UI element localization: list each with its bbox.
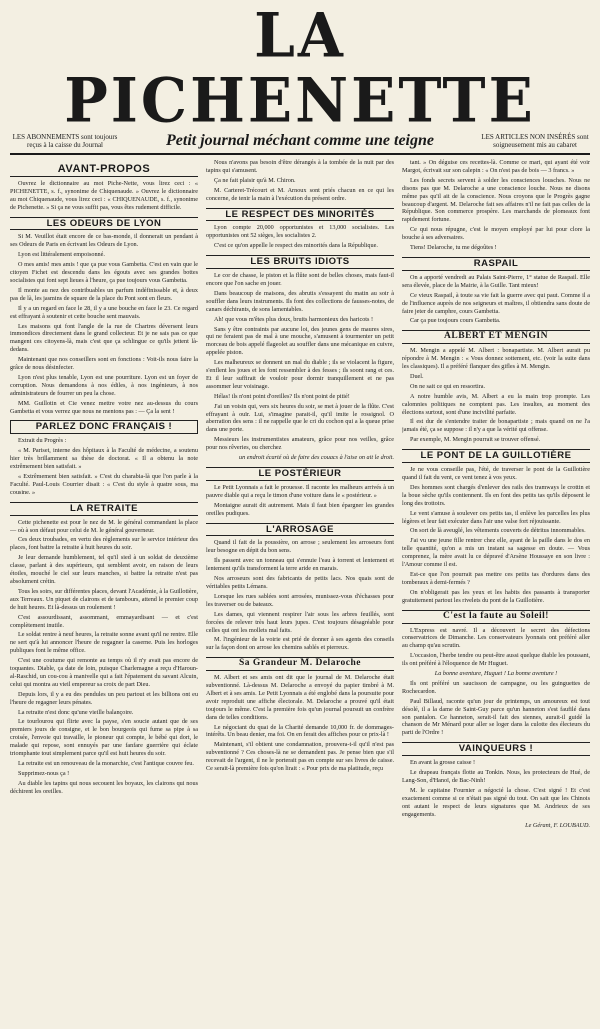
paragraph: Il y a un regard en face le 28, il y a une bouche en face le 23. Ce regard est effrayant à soutenir et cette bouche sent mauvais. bbox=[10, 304, 198, 320]
heading-avant-propos: AVANT-PROPOS bbox=[10, 164, 198, 177]
paragraph: Lyon est littéralement empoisonné. bbox=[18, 251, 105, 259]
paragraph: MM. Guillotin et Cie venez mettre votre nez au-dessus du cours Gambetta et vous verrez que nous ne mentons pas : — Ça la sent ! bbox=[10, 399, 198, 415]
heading-le-posterieur: LE POSTÉRIEUR bbox=[206, 467, 394, 481]
paragraph: J'ai un voisin qui, vers six heures du soir, se met à jouer de la flûte. C'est effrayant à ouïr. Lui, s'imagine parait-il, qu'il imite le rossignol. O aberration des sens : il ne rappelle que le cri du cochon qui a la queue prise dans une porte. bbox=[206, 402, 394, 434]
paragraph: Depuis lors, il y a eu des pendules un peu partout et les billions ont eu l'heure de regagner leurs pénates. bbox=[10, 690, 198, 706]
paragraph: Nos arroseurs sont des fabricants de petits lacs. Nos quais sont de véritables petits Lémans. bbox=[206, 575, 394, 590]
heading-arrosage: L'ARROSAGE bbox=[206, 523, 394, 537]
paragraph: La retraite n'est donc qu'une vieille balançoire. bbox=[18, 708, 134, 716]
paragraph: Les malheureux se donnent un mal du diable ; ils se violacent la figure, s'enflent les joues et les font ressembler à des fesses ; ils soont rang et ces. Et il leur suffirait de vouloir pour dormir tranquillement et ne pas assommer leur voisinage. bbox=[206, 359, 394, 390]
masthead bbox=[10, 0, 590, 155]
paragraph: Les maisons qui font l'angle de la rue de Chartres déversent leurs immondices directement dans le grand collecteur. Et je ne sais pas ce que mangent ces citoyens-là, mais c'est que ça schlingue ce qu'ils jettent là-dedans. bbox=[10, 322, 198, 354]
paragraph: Au diable les tapins qui nous secouent les boyaux, les clairons qui nous déchirent les oreilles. bbox=[10, 779, 198, 795]
heading-delaroche: Sa Grandeur M. Delaroche bbox=[206, 657, 394, 671]
paragraph: Ouvrez le dictionnaire au mot Piche-Nette, vous lirez ceci : « PICHENETTE, s. f., synonime de Chiquenaude. » Ouvrez le dictionnaire au mot Chiquenaude, vous lirez ceci : « CHIQUENAUDE, s. f., synonime de Pichenette. » Si ça ne vous suffit pas, vous êtes rudement difficile. bbox=[10, 179, 198, 211]
paragraph: Je leur demande humblement, tel qu'il sied à un soldat de deuxième classe, parlant à des supérieurs, qui semblent avoir, en raison de leurs étoiles, mouché le ciel sur leurs manches, si battre la retraite n'est pas absolument crétin. bbox=[10, 554, 198, 585]
paragraph: Cette pichenette est pour le nez de M. le général commandant la place — où à son défaut pour celui de M. le général gouverneur. bbox=[10, 518, 198, 534]
paragraph: Le cor de chasse, le piston et la flûte sont de belles choses, mais faut-il encore que l'on sache en jouer. bbox=[206, 272, 394, 287]
paragraph: Je ne vous conseille pas, l'été, de traverser le pont de la Guillotière quand il fait du vent, ce vent tenez à vos yeux. bbox=[402, 466, 590, 481]
heading-albert-et-mengin: ALBERT ET MENGIN bbox=[402, 330, 590, 344]
paragraph: M. l'ingénieur de la voirie est prié de donner à ses agents des conseils sur la façon dont on arrose les chemins sablés et pierreux. bbox=[206, 636, 394, 652]
heading-la-retraite: LA RETRAITE bbox=[10, 502, 198, 516]
paragraph: Des hommes sont chargés d'enlever des rails des tramways le crottin et la boue sèche qu'ils contiennent. Ils en font des petits tas qu'ils déposent le long des trottoirs. bbox=[402, 483, 590, 507]
paragraph: L'Express est navré. Il a découvert le secret des défections conservatrices de Dimanche. Les conservateurs lyonnais ont préféré aller au champ qu'au scrutin. bbox=[402, 626, 590, 650]
paragraph: On n'obligerait pas les yeux et les habits des passants à transporter gratuitement partout les rivelets du pont de la Guillotière. bbox=[402, 588, 590, 604]
paragraph: Sans y être contraints par aucune loi, des jeunes gens de maures sires, qui ne feraient pas de mal à une mouche, s'amusent à tourmenter un petit morceau de bois appelé flageolet au souffler dans une mécanique en cuivre, appelée piston. bbox=[206, 325, 394, 357]
newspaper-title: LA PICHENETTE bbox=[64, 0, 536, 137]
gerant-signature: Le Gérant, F. LOUBAUD. bbox=[525, 821, 590, 829]
paragraph: Lyon compte 20,000 opportunistes et 13,000 socialistes. Les opportunistes ont 52 sièges, les socialistes 2. bbox=[206, 224, 394, 240]
paragraph: En avant la grosse caisse ! bbox=[410, 759, 476, 767]
paragraph: Est-ce que l'on pourrait pas mettre ces petits tas d'ordures dans des tomberaux à demi-fermés ? bbox=[402, 570, 590, 586]
paragraph: Quand il fait de la poussière, on arrose ; seulement les arroseurs font leur besogne en dépit du bon sens. bbox=[206, 539, 394, 555]
paragraph: O mes amis! mes amis ! que ça pue vous Gambetta. C'est en vain que le citoyen Fichet est descendu dans les égouts avec ses grandes bottes socialistes qui font sept lieues à l'heure, ça pue toujours vous Gambetta. bbox=[10, 261, 198, 284]
paragraph: L'occasion, l'herbe tendre ou peut-être aussi quelque diable les poussant, ils ont préféré à l'éloquence de Mr Huguet. bbox=[402, 652, 590, 668]
paragraph: C'est assourdissant, assommant, emmayardisant — et c'est complètement inutile. bbox=[10, 613, 198, 629]
paragraph: Ah! que vous m'êtes plus doux, bruits harmonieux des haricots ! bbox=[214, 315, 374, 323]
paragraph: Ils passent avec un tonneau qui s'ennuie l'eau à torrent et lentement et lentement qu'ils transforment la terre aride en marais. bbox=[206, 557, 394, 573]
paragraph: A notre humble avis, M. Albert a eu la main trop prompte. Les calomnies politiques ne comptent pas. Les insultes, au moment des élections surtout, sont d'une incivilité parfaite. bbox=[402, 392, 590, 416]
paragraph: Le négociant du quai de la Charité demande 10,000 fr. de dommages-intérêts. Un beau denier, ma foi. On en ferait des affiches pour ce prix-là ! bbox=[206, 723, 394, 739]
paragraph: Messieurs les instrumentistes amateurs, grâce pour nos veilles, grâce pour nos rêveries, ou cherchez bbox=[206, 436, 394, 452]
verse: un endroit écarté où de faire des couacs à l'aise on ait le droit. bbox=[239, 454, 394, 462]
paragraph: M. Carteret-Trécourt et M. Arnoux sont priés chacun en ce qui les concerne, de tenir la main à l'exécution du présent ordre. bbox=[206, 186, 394, 202]
paragraph: Le Petit Lyonnais a fait le prouesse. Il raconte les malheurs arrivés à un pauvre diable qui a reçu le timon d'une voiture dans le « postérieur. » bbox=[206, 483, 394, 499]
paragraph: Tous les soirs, sur différentes places, devant l'Académie, à la Guillotière, aux Terreaux. Un piquet de clairons et de tambours, attend le premier coup de huit heures. Et là-dessus un roulement ! bbox=[10, 587, 198, 611]
paragraph: M. le capitaine Fournier a négocié la chose. C'est signé ! Et c'est exactement comme si ce n'était pas signé du tout. On sait que les Chinois ont autant le respect de leurs signatures que M. Andrieux de ses engagements. bbox=[402, 786, 590, 818]
paragraph: Tiens! Delaroche, tu me dégoûtes ! bbox=[410, 244, 497, 252]
paragraph: Il monte au nez des contribuables un parfum indéfinissable et, à deux pas de là, les jasmins de square de la place du Pont sont en fleurs. bbox=[10, 286, 198, 302]
paragraph: Lyon n'est plus tenable, Lyon est une pourriture. Lyon est un foyer de corruption. Nous demandons à nos édiles, à nos ingénieurs, à nos administrateurs de fourrer un peu la chose. bbox=[10, 373, 198, 397]
tagline: Petit journal méchant comme une teigne bbox=[166, 132, 434, 149]
paragraph: On a apporté vendredi au Palais Saint-Pierre, 1° statue de Raspail. Elle sera élevée, place de la Mairie, à la Guille. Tant mieux! bbox=[402, 273, 590, 289]
paragraph: Ces deux troubades, en vertu des règlements sur le service intérieur des places, font battre la retraite à huit heures du soir. bbox=[10, 536, 198, 552]
paragraph: Ils ont préféré un saucisson de campagne, ou les guinguettes de Rochecardon. bbox=[402, 679, 590, 695]
heading-odeurs-de-lyon: LES ODEURS DE LYON bbox=[10, 217, 198, 231]
paragraph: Si M. Veuillot était encore de ce bas-monde, il donnerait un pendant à ses Odeurs de Paris en écrivant les Odeurs de Lyon. bbox=[10, 233, 198, 249]
heading-respect-des-minorites: LE RESPECT DES MINORITÉS bbox=[206, 208, 394, 222]
column-1 bbox=[10, 159, 198, 1029]
paragraph: Montaigne aurait dit autrement. Mais il faut bien épargner les grandes oreilles pudiques. bbox=[206, 501, 394, 517]
paragraph: Il est dur de s'entendre traiter de bonapartiste ; mais quand on ne l'a jamais été, ça se suppose : il n'y a que la vérité qui offense. bbox=[402, 418, 590, 434]
heading-vainqueurs: VAINQUEURS ! bbox=[402, 742, 590, 756]
paragraph: Les dames, qui viennent respirer l'air sous les arbres feuillés, sont forcées de relever très haut leurs jupes. C'est toujours désagréable pour celles qui ont les mollets mal faits. bbox=[206, 610, 394, 634]
paragraph: M. Mengin a appelé M. Albert : bonapartiste. M. Albert aurait pu répondre à M. Mengin : « Vous donnez sottement, etc. (voir la suite dans les classiques). Il a préféré flanquer des gifles à M. Mengin. bbox=[402, 347, 590, 371]
paragraph: Le drapeau français flotte au Tonkin. Nous, les protecteurs de Hué, de Lang-Son, d'Hanoï, de Bac-Ninh! bbox=[402, 769, 590, 784]
paragraph: Lorsque les rues sablées sont arrosées, munissez-vous d'échasses pour les traverser ou de bateaux. bbox=[206, 592, 394, 608]
song-refrain: La bonne aventure, Huguet ! La bonne aventure ! bbox=[434, 670, 558, 678]
paragraph: Duel. bbox=[410, 372, 424, 380]
articles-note: LES ARTICLES NON INSÉRÉS sont soigneusement mis au cabaret bbox=[481, 132, 589, 149]
heading-raspail: RASPAIL bbox=[402, 257, 590, 271]
paragraph: Par exemple, M. Mengin pourrait se trouver offensé. bbox=[410, 436, 541, 444]
paragraph: On sort de là aveuglé, les vêtements couverts de détritus innommables. bbox=[410, 527, 586, 535]
paragraph: La retraite est un renouveau de la monarchie, c'est l'antique couvre feu. bbox=[18, 760, 194, 767]
paragraph: Dans beaucoup de maisons, des abrutis s'essayent du matin au soir à souffler dans leurs instruments. Ils font des collections de fausses-notes, de canars déchirants, de sons lamentables. bbox=[206, 289, 394, 313]
paragraph: Ce vieux Raspail, à toute sa vie fait la guerre avec qui paut. Comme il a de l'influence auprès de nos seigneurs et maîtres, il obtiendra sans doute de faire jeter de camphre, cours Gambetta. bbox=[402, 291, 590, 315]
paragraph: Paul Billaud, raconte qu'un jour de printemps, un amoureux est tout désolé, il a la dame de Saint-Guy parce qu'un hanneton s'est faufilé dans son pantalon. Ce hanneton, serait-il fait des siennes, aurait-il guidé la chanson de Mr Ménard pour aller se loger dans la culotte des électeurs du parti de l'Ordre ! bbox=[402, 697, 590, 737]
paragraph: « M. Pariset, interne des hôpitaux à la Faculté de médecine, a soutenu hier très brillamment sa thèse de doctorat. « Il a obtenu la note extrêmement bien satisfait. » bbox=[10, 447, 198, 471]
paragraph: Ça ne fait plaisir qu'à M. Chiron. bbox=[214, 176, 296, 184]
paragraph: C'est une coutume qui remonte au temps où il n'y avait pas encore de toquantes. Diable, ça date de loin, puisque Charlemagne a reçu d'Haroun-al-Raschid, un cou-cou à manivelle qui a fait l'épatement du savant Alcuin, celui qui montra au vieil empereur sa croix de part Dieu. bbox=[10, 657, 198, 688]
paragraph: J'ai vu une jeune fille rentrer chez elle, ayant de la paille dans le dos en telle quantité, qu'on a mis un instant sa sagesse en doute. — Vous comprenez, la mère avait lu ce dépravé d'Arsène Houssaye en son livre : l'Amour comme il est. bbox=[402, 537, 590, 569]
paragraph: Le soldat rentre à neuf heures, la retraite sonne avant qu'il ne rentre. Elle ne sert qu'à lui annoncer l'heure de regagner la caserne. Puis les horloges publiques font le même office. bbox=[10, 631, 198, 655]
paragraph: Les fonds secrets servent à solder les consciences lousches. Nous ne disons pas que M. Delaroche a une conscience louche. Nous ne disons même pas qu'il ait de la conscience. Nous croyons que le Progrès gagne beaucoup d'argent. M. Delaroche fait ses affaires n'il ne fait pas celles de la République. Son commerce prospère. Les marchands de plomeaux font rapidement fortune. bbox=[402, 176, 590, 224]
column-2 bbox=[206, 159, 394, 1029]
paragraph: tant. » On déguise ces recettes-là. Comme ce mari, qui ayant été voir Margot, écrivait sur son calepin : « On n'est pas de bois — 3 francs. » bbox=[402, 159, 590, 174]
heading-pont-de-la-guillotiere: LE PONT DE LA GUILLOTIÈRE bbox=[402, 449, 590, 463]
heading-bruits-idiots: LES BRUITS IDIOTS bbox=[206, 255, 394, 269]
heading-faute-au-soleil: C'est la faute au Soleil! bbox=[402, 610, 590, 624]
paragraph: Ce qui nous répugne, c'est le moyen employé par lui pour clore la bouche à ses adversaires. bbox=[402, 226, 590, 242]
paragraph: « Extrêmement bien satisfait. » C'est du charabia-là que l'on parle à la Faculté. Paul-Louis Courrier disait : « C'est du style à quatre sous, ma cousine. » bbox=[10, 473, 198, 496]
paragraph: On ne sait ce qui en ressortira. bbox=[410, 382, 486, 390]
paragraph: Car ça pue toujours cours Gambetta. bbox=[410, 317, 501, 325]
paragraph: Nous n'avons pas besoin d'être dérangés à la tombée de la nuit par des tapins qui s'amusent. bbox=[206, 159, 394, 174]
paragraph: Le tourlourou qui flirte avec la payse, s'en soucie autant que de ses premiers jours de consigne, et le bon bourgeois qui fume sa pipe à sa croisée, l'envoie qui travaille, le pioneur qui compte, le bébé qui dort, le malade qui repose, sont ennuyés par une fanfare guerrière qui éclate triomphante tout simplement parce qu'il est huit heures du soir. bbox=[10, 718, 198, 758]
article-columns bbox=[10, 159, 590, 1029]
heading-parlez-donc-francais: PARLEZ DONC FRANÇAIS ! bbox=[10, 420, 198, 434]
subscription-note: LES ABONNEMENTS sont toujours reçus à la caisse du Journal bbox=[12, 132, 118, 149]
paragraph: C'est ce qu'on appelle le respect des minorités dans la République. bbox=[214, 242, 378, 250]
paragraph: Le vent s'amuse à soulever ces petits tas, il enlève les parcelles les plus légères et leur fait exécuter dans l'air une valse fort réjouissante. bbox=[402, 509, 590, 525]
paragraph: M. Albert et ses amis ont dit que le journal de M. Delaroche était subventionné. Là-dessus M. Delaroche a envoyé du papier timbré à M. Albert et à ses amis. Le Petit Lyonnais a été englobé dans la poursuite pour avoir reproduit une affiche électorale. M. Delaroche a prouvé qu'il était toujours le même. C'est la première fois qu'un journal poursuit un confrère dans de telles conditions. bbox=[206, 674, 394, 721]
paragraph: Maintenant, s'il obtient une condamnation, prouvera-t-il qu'il n'est pas subventionné ? Ces choses-là ne se demandent pas. Je pense bien que s'il recevait de l'argent, il ne le porterait pas en compte sur ses livres de caisse. Ce serait-là première fois qu'on lirait : « Pour prix de ma platitude, reçu bbox=[206, 741, 394, 773]
paragraph: Hélas! ils n'ont point d'oreilles? Ils n'ont point de pitié! bbox=[214, 392, 350, 400]
paragraph: Maintenant que nos conseillers sont en fonctions : Voit-ils nous faire la grâce de nous désinfecter. bbox=[10, 356, 198, 372]
column-3 bbox=[402, 159, 590, 1029]
paragraph: Extrait du Progrès : bbox=[18, 437, 67, 445]
paragraph: Supprimez-nous ça ! bbox=[18, 769, 70, 777]
